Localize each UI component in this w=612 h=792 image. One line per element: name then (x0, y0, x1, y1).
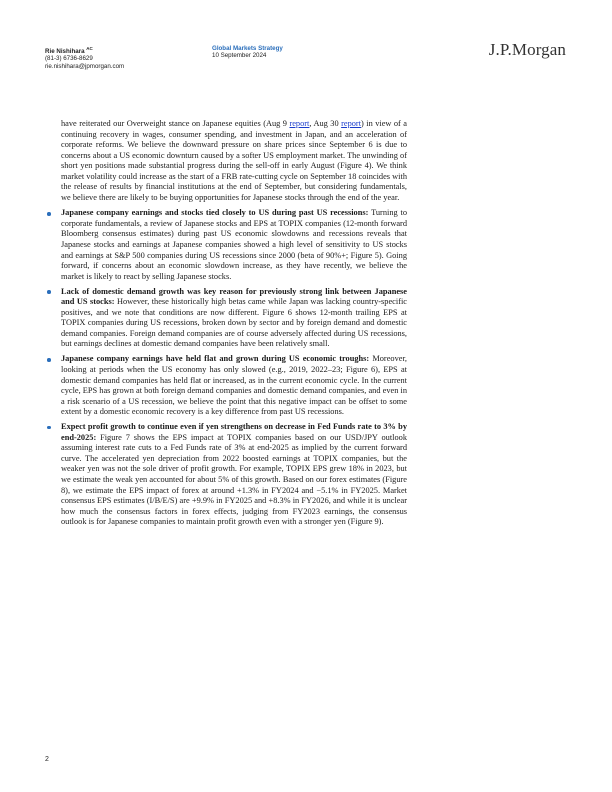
author-phone: (81-3) 6736-8629 (45, 55, 93, 63)
author-email[interactable]: rie.nishihara@jpmorgan.com (45, 62, 125, 70)
bullet-domestic-demand (61, 287, 407, 350)
bullet-heading: Expect profit growth to continue even if yen strengthens on decrease in Fed Funds rate to 3% by end-2025: (61, 422, 407, 442)
author-superscript: AC (86, 46, 93, 51)
bullet-text: Figure 7 shows the EPS impact at TOPIX companies based on our USD/JPY outlook assuming interest rate cuts to a Fed Funds rate of 3% at end-2025 as implied by the current forward curve. The accelerated yen depreciation from 2022 boosted earnings at TOPIX companies, but the weaker yen was not the sole driver of profit growth. For example, TOPIX EPS grew 18% in 2023, but we estimate the weak yen accounted for about 5% of this growth. Based on our forex estimates (Figure 8), we estimate the EPS impact of forex at around +1.3% in FY2024 and −5.1% in FY2025. Market consensus EPS estimates (I/B/E/S) are +9.9% in FY2025 and +8.3% in FY2026, and while it is unclear how much the consensus factors in forex effects, judging from FY2023 earnings, the consensus outlook is for Japanese companies to maintain profit growth even with a stronger yen (Figure 9). (61, 432, 407, 527)
jpmorgan-logo: J.P.Morgan (488, 40, 566, 59)
bullet-us-recessions (61, 208, 407, 282)
report-link-aug30[interactable]: report (341, 119, 362, 128)
report-date: 10 September 2024 (212, 52, 267, 60)
bullet-profit-growth (61, 422, 407, 527)
bullet-economic-troughs (61, 354, 407, 417)
bullet-heading: Japanese company earnings and stocks tied closely to US during past US recessions: (61, 208, 369, 218)
author-name: Rie Nishihara $^{AC}$ (45, 46, 93, 56)
bullet-text: Turning to corporate fundamentals, a review of Japanese stocks and EPS at TOPIX companies (12-month forward Bloomberg consensus estimates) during past US economic slowdowns and recessions reveals that Japanese stocks and earnings at Japanese companies showed a high level of sensitivity to US stocks and earnings at S&P 500 companies during US recessions since 2000 (beta of 90%+; Figure 5). Going forward, if concerns about an economic slowdown increase, as they have recently, we believe the market is likely to react by selling Japanese stocks. (61, 208, 407, 281)
main-body (61, 119, 407, 532)
report-title: Global Markets Strategy (212, 45, 283, 52)
bullet-text: However, these historically high betas came while Japan was lacking country-specific positives, and we note that conditions are now different. Figure 6 shows 12-month trailing EPS at TOPIX companies during US recessions, broken down by sector and by foreign demand and domestic demand companies. Foreign demand companies are of course adversely affected during US recessions, but earnings declines at domestic demand companies have been relatively small. (61, 297, 407, 349)
bullet-heading: Lack of domestic demand growth was key reason for previously strong link between Japanese and US stocks: (61, 286, 407, 307)
bullet-list (61, 208, 407, 527)
page-number: 2 (45, 756, 49, 763)
report-info (212, 45, 283, 60)
bullet-text: Moreover, looking at periods when the US economy has only slowed (e.g., 2019, 2022–23; Figure 6), EPS at domestic demand companies has held flat or increased, as in the current economic cycle. In the current cycle, EPS has grown at both foreign demand companies and domestic demand companies, and even in a risk scenario of a US recession, we believe the point that this negative impact can be offset to some extent by a domestic economic recovery is a key difference from past US recessions. (61, 354, 407, 417)
report-link-aug9[interactable]: report (289, 119, 310, 128)
intro-paragraph: have reiterated our Overweight stance on Japanese equities (Aug 9 report, Aug 30 report) in view of a continuing recovery in wages, consumer spending, and investment in Japan, and an acceleration of corporate reforms. We believe the downward pressure on share prices since September 6 is due to concerns about a US economic downturn caused by a softer US employment market. The unwinding of short yen positions made substantial progress during the sell-off in early August (Figure 4). We think market volatility could increase as the start of a FRB rate-cutting cycle on September 18 coincides with the release of results by financial institutions at the end of September, but considering fundamentals, we believe there are likely to be buying opportunities for Japanese stocks through the end of the year. (61, 119, 407, 202)
bullet-heading: Japanese company earnings have held flat and grown during US economic troughs: (61, 354, 370, 364)
author-block (45, 45, 124, 70)
